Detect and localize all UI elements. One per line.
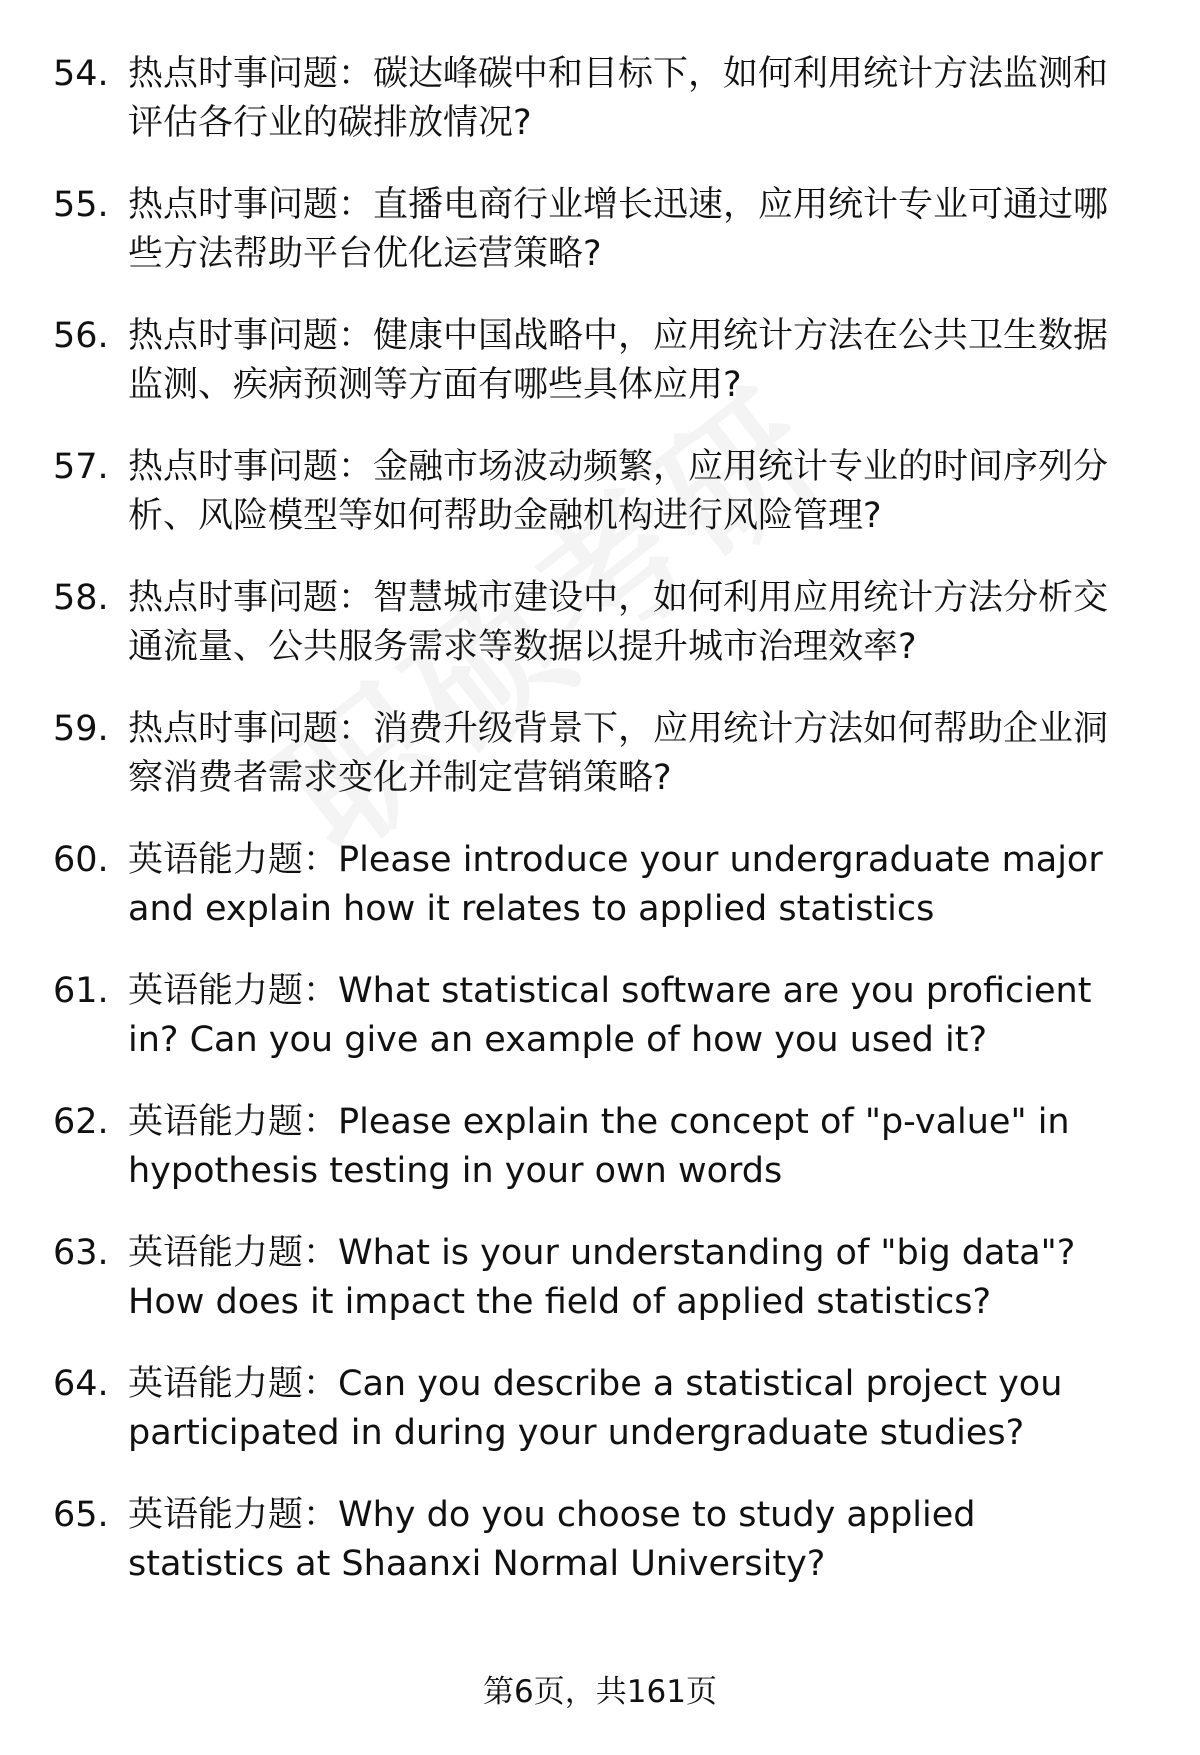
question-number: 61. (53, 971, 109, 1011)
question-number: 60. (53, 840, 109, 880)
question-number: 62. (53, 1102, 109, 1142)
question-item-60 (0, 836, 1200, 934)
question-item-62 (0, 1098, 1200, 1196)
question-number: 64. (53, 1364, 109, 1404)
question-text: 英语能力题：Please introduce your undergraduate major and explain how it relates to applied statistics (128, 840, 1103, 929)
question-list (0, 50, 1200, 1622)
question-text: 热点时事问题：直播电商行业增长迅速，应用统计专业可通过哪些方法帮助平台优化运营策略? (128, 185, 1109, 274)
question-number: 56. (53, 316, 109, 356)
question-number: 54. (53, 54, 109, 94)
question-number: 59. (53, 709, 109, 749)
question-number: 63. (53, 1233, 109, 1273)
question-text: 英语能力题：What is your understanding of "big data"? How does it impact the field of applied statistics? (128, 1233, 1076, 1322)
question-text: 热点时事问题：碳达峰碳中和目标下，如何利用统计方法监测和评估各行业的碳排放情况? (128, 54, 1109, 143)
question-text: 英语能力题：What statistical software are you proficient in? Can you give an example of how you used it? (128, 971, 1092, 1060)
question-number: 55. (53, 185, 109, 225)
question-item-57 (0, 443, 1200, 541)
question-item-54 (0, 50, 1200, 148)
question-number: 58. (53, 578, 109, 618)
question-item-59 (0, 705, 1200, 803)
page-number-label: 第6页，共161页 (483, 1674, 717, 1710)
question-number: 65. (53, 1495, 109, 1535)
question-item-64 (0, 1360, 1200, 1458)
question-text: 热点时事问题：健康中国战略中，应用统计方法在公共卫生数据监测、疾病预测等方面有哪些具体应用? (128, 316, 1109, 405)
question-text: 热点时事问题：智慧城市建设中，如何利用应用统计方法分析交通流量、公共服务需求等数据以提升城市治理效率? (128, 578, 1109, 667)
question-item-58 (0, 574, 1200, 672)
page-footer (0, 1672, 1200, 1712)
question-text: 英语能力题：Please explain the concept of "p-value" in hypothesis testing in your own words (128, 1102, 1070, 1191)
question-item-65 (0, 1491, 1200, 1589)
question-text: 英语能力题：Why do you choose to study applied statistics at Shaanxi Normal University? (128, 1495, 976, 1584)
question-number: 57. (53, 447, 109, 487)
question-item-56 (0, 312, 1200, 410)
question-item-61 (0, 967, 1200, 1065)
question-text: 热点时事问题：消费升级背景下，应用统计方法如何帮助企业洞察消费者需求变化并制定营销策略? (128, 709, 1109, 798)
question-text: 英语能力题：Can you describe a statistical project you participated in during your undergraduate studies? (128, 1364, 1063, 1453)
question-item-55 (0, 181, 1200, 279)
question-item-63 (0, 1229, 1200, 1327)
question-text: 热点时事问题：金融市场波动频繁，应用统计专业的时间序列分析、风险模型等如何帮助金融机构进行风险管理? (128, 447, 1109, 536)
